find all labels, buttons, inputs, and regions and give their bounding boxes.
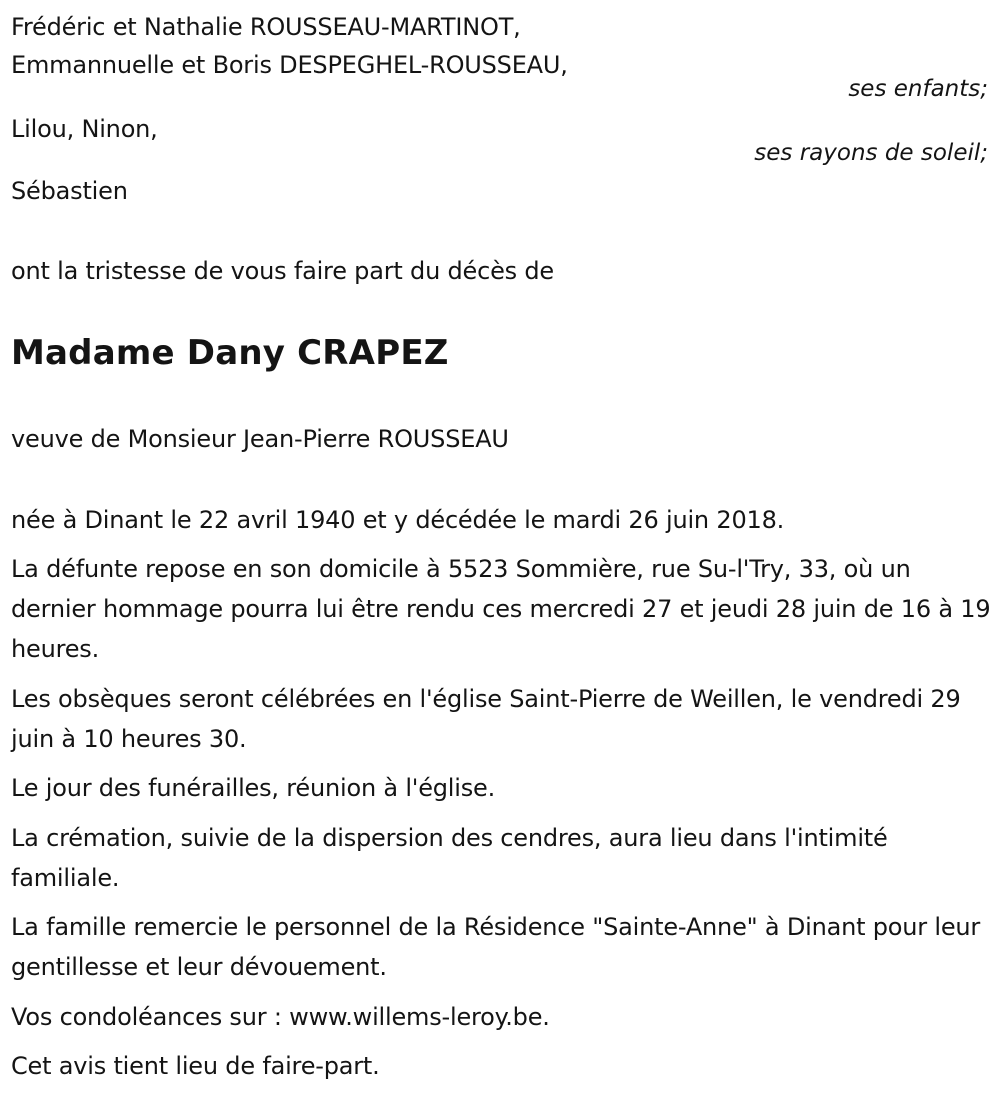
notice-closing: Cet avis tient lieu de faire-part.	[11, 1052, 380, 1080]
gathering-info: Le jour des funérailles, réunion à l'église.	[11, 774, 496, 802]
role-grandchildren: ses rayons de soleil;	[754, 140, 988, 166]
family-line-other: Sébastien	[11, 177, 128, 205]
announcement-intro: ont la tristesse de vous faire part du décès de	[11, 257, 554, 285]
deceased-name: Madame Dany CRAPEZ	[11, 333, 449, 373]
birth-death-info: née à Dinant le 22 avril 1940 et y décédée le mardi 26 juin 2018.	[11, 506, 785, 534]
family-line-grandchildren: Lilou, Ninon,	[11, 115, 158, 143]
role-children: ses enfants;	[848, 76, 988, 102]
thanks-info: La famille remercie le personnel de la Résidence "Sainte-Anne" à Dinant pour leur gentillesse et leur dévouement.	[11, 913, 981, 981]
visitation-info: La défunte repose en son domicile à 5523 Sommière, rue Su-l'Try, 33, où un dernier hommage pourra lui être rendu ces mercredi 27 et jeudi 28 juin de 16 à 19 heures.	[11, 555, 991, 663]
funeral-info: Les obsèques seront célébrées en l'église Saint-Pierre de Weillen, le vendredi 29 juin à 10 heures 30.	[11, 685, 961, 753]
family-line-children-2: Emmannuelle et Boris DESPEGHEL-ROUSSEAU,	[11, 51, 568, 79]
cremation-info: La crémation, suivie de la dispersion des cendres, aura lieu dans l'intimité familiale.	[11, 824, 888, 892]
condolences-info: Vos condoléances sur : www.willems-leroy.be.	[11, 1003, 550, 1031]
widow-of: veuve de Monsieur Jean-Pierre ROUSSEAU	[11, 425, 509, 453]
family-line-children-1: Frédéric et Nathalie ROUSSEAU-MARTINOT,	[11, 13, 521, 41]
